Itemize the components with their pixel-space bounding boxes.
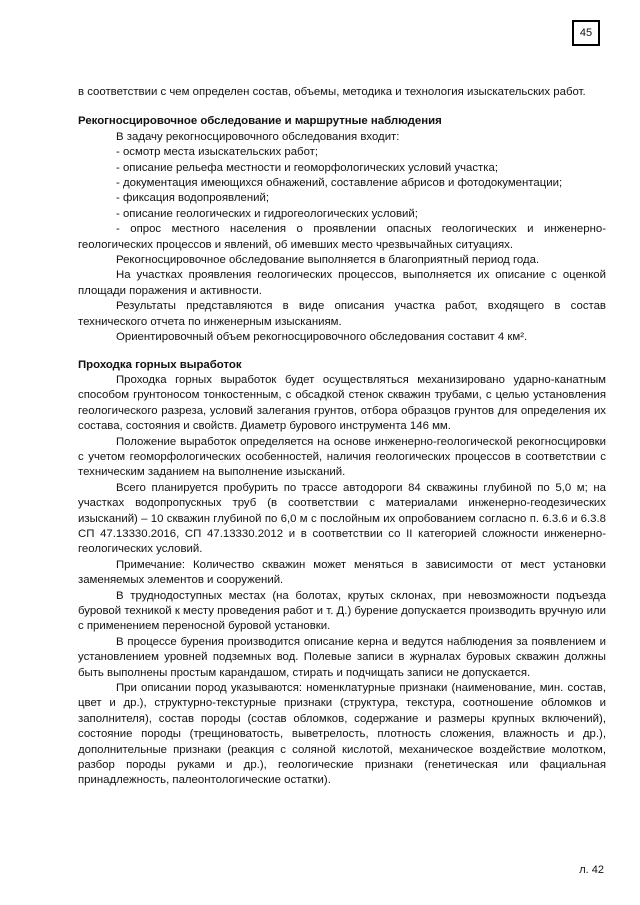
page-number: 45 — [579, 27, 593, 39]
list-item: - описание геологических и гидрогеологических условий; — [116, 207, 418, 220]
list-item: - осмотр места изыскательских работ; — [116, 146, 319, 159]
list-item: - фиксация водопроявлений; — [116, 192, 270, 205]
paragraph: Ориентировочный объем рекогносцировочного обследования составит 4 км². — [116, 331, 528, 344]
intro-paragraph: в соответствии с чем определен состав, объемы, методика и технология изыскательских работ. — [78, 86, 586, 98]
paragraph: В процессе бурения производится описание керна и ведутся наблюдения за появлением и установлением уровней подземных вод. Полевые записи в журналах буровых скважин должны быть выполнены простым карандашом, стирать и подчищать записи не допускается. — [78, 635, 606, 679]
paragraph: При описании пород указываются: номенклатурные признаки (наименование, мин. состав, цвет и др.), структурно-текстурные признаки (структура, текстура, соотношение обломков и заполнителя), состав породы (состав обломков, содержание и размеры крупных включений), состояние породы (трещиноватость, выветрелость, плотность сложения, влажность и др.), дополнительные признаки (реакция с соляной кислотой, механическое воздействие молотком, разбор породы руками и др.), геологические признаки (генетическая или фациальная принадлежность, палеонтологические остатки). — [78, 682, 606, 787]
list-item: - документация имеющихся обнажений, составление абрисов и фотодокументации; — [116, 177, 563, 190]
section1-lead: В задачу рекогносцировочного обследования входит: — [116, 130, 400, 143]
list-item: - описание рельефа местности и геоморфологических условий участка; — [116, 161, 499, 174]
paragraph: Положение выработок определяется на основе инженерно-геологической рекогносцировки с учетом геоморфологических особенностей, наличия геологических процессов в соответствии с техническим заданием на выполнение изысканий. — [78, 435, 606, 479]
paragraph: В труднодоступных местах (на болотах, крутых склонах, при невозможности подъезда буровой техникой к месту проведения работ и т. Д.) бурение допускается производить вручную или с применением переносной буровой установки. — [78, 589, 606, 633]
section-heading-reconnaissance: Рекогносцировочное обследование и маршрутные наблюдения — [78, 115, 442, 128]
sheet-number: л. 42 — [579, 864, 604, 876]
list-item: - опрос местного населения о проявлении опасных геологических и инженерно-геологических процессов и явлений, об имевших место чрезвычайных ситуациях. — [78, 223, 606, 251]
section-heading-drilling: Проходка горных выработок — [78, 358, 242, 371]
paragraph: Рекогносцировочное обследование выполняется в благоприятный период года. — [116, 254, 540, 267]
paragraph: Результаты представляются в виде описания участка работ, входящего в состав технического отчета по инженерным изысканиям. — [78, 300, 606, 328]
paragraph: Примечание: Количество скважин может меняться в зависимости от мест установки заменяемых элементов и сооружений. — [78, 558, 606, 587]
paragraph: Всего планируется пробурить по трассе автодороги 84 скважины глубиной по 5,0 м; на участках водопропускных труб (в соответствии с материалами инженерно-геодезических изысканий) – 10 скважин глубиной по 6,0 м с послойным их опробованием согласно п. 6.3.6 и 6.3.8 СП 47.13330.2016, СП 47.13330.2012 и в соответствии со II категорией сложности инженерно-геологических условий. — [78, 481, 606, 556]
paragraph: На участках проявления геологических процессов, выполняется их описание с оценкой площади поражения и активности. — [78, 269, 606, 297]
paragraph: Проходка горных выработок будет осуществляться механизировано ударно-канатным способом грунтоносом тонкостенным, с обсадкой стенок скважин трубами, с целью установления геологического разреза, условий залегания грунтов, отбора образцов грунтов для определения их состава, состояния и свойств. Диаметр бурового инструмента 146 мм. — [78, 373, 606, 433]
page-number-box — [572, 20, 600, 46]
document-body — [78, 85, 606, 789]
